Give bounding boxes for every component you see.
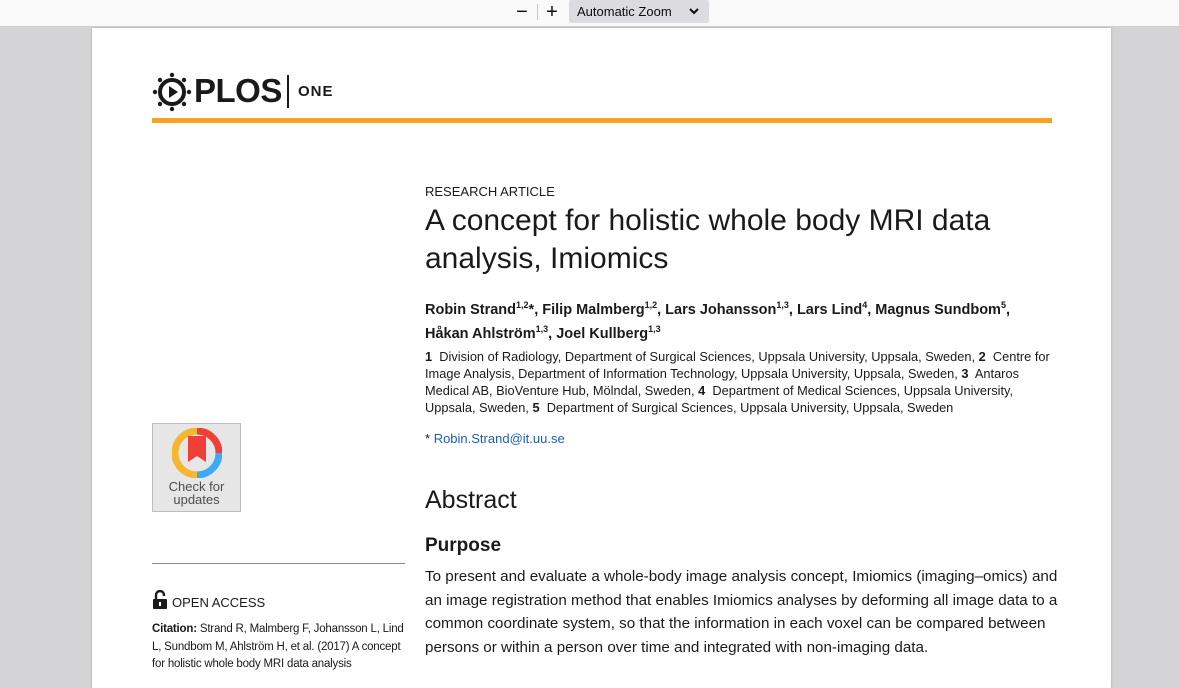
author-separator: , <box>788 301 797 318</box>
pdf-page <box>92 28 1111 688</box>
logo-divider <box>287 75 289 108</box>
plos-globe-icon <box>152 72 192 112</box>
affiliation-text: Department of Surgical Sciences, Uppsala University, Uppsala, Sweden <box>546 400 954 415</box>
author-separator: , <box>867 301 876 318</box>
open-access-text: OPEN ACCESS <box>172 595 266 610</box>
affiliation-text: Antaros Medical AB, BioVenture Hub, Mölndal, Sweden, <box>425 366 1019 398</box>
author-separator: , <box>1005 301 1010 318</box>
zoom-out-button[interactable]: − <box>516 1 528 23</box>
check-updates-line1: Check for <box>168 479 225 494</box>
zoom-in-button[interactable]: + <box>546 1 558 23</box>
author-affiliation-ref: 4 <box>862 300 868 310</box>
email-link[interactable]: Robin.Strand@it.uu.se <box>433 431 565 446</box>
author-separator: , <box>548 325 557 342</box>
author-name: Magnus Sundbom <box>875 301 1001 318</box>
author-separator: , <box>657 301 666 318</box>
affiliation-number: 3 <box>961 366 969 381</box>
author-separator: *, <box>528 301 543 318</box>
sidebar-divider <box>152 563 405 564</box>
corresponding-author <box>425 431 565 446</box>
author-affiliation-ref: 1,3 <box>648 323 661 334</box>
affiliation-text: Division of Radiology, Department of Surgical Sciences, Uppsala University, Uppsala, Sweden, <box>439 349 976 364</box>
affiliations <box>425 348 1055 416</box>
author-affiliation-ref: 1,2 <box>644 300 658 310</box>
purpose-heading: Purpose <box>425 535 502 556</box>
article-type: RESEARCH ARTICLE <box>425 184 555 199</box>
author-name: Lars Johansson <box>665 301 777 318</box>
author-name: Robin Strand <box>425 301 517 318</box>
affiliation-text: Centre for Image Analysis, Department of Information Technology, Uppsala University, Uppsala, Sweden, <box>425 349 1050 381</box>
author-list <box>425 296 1055 344</box>
author-affiliation-ref: 1,3 <box>535 323 549 334</box>
chevron-down-icon <box>689 8 699 15</box>
affiliation-number: 1 <box>425 349 433 364</box>
logo-brand-text: PLOS <box>194 72 282 109</box>
author-name: Joel Kullberg <box>556 325 649 342</box>
author-name: Filip Malmberg <box>542 301 645 318</box>
author-name: Håkan Ahlström <box>425 325 536 342</box>
citation-text: Strand R, Malmberg F, Johansson L, Lind L, Sundbom M, Ahlström H, et al. (2017) A concept for holistic whole body MRI data analysis <box>152 623 404 670</box>
author-affiliation-ref: 1,2 <box>516 300 529 310</box>
affiliation-text: Department of Medical Sciences, Uppsala University, Uppsala, Sweden, <box>425 383 1014 415</box>
check-for-updates-badge[interactable] <box>152 423 241 512</box>
zoom-select[interactable] <box>569 0 709 23</box>
affiliation-number: 4 <box>698 383 706 398</box>
purpose-text: To present and evaluate a whole-body image analysis concept, Imiomics (imaging–omics) and an image registration method that enables Imiomics analyses by deforming all image data to a common coordinate system, so that the information in each voxel can be compared between persons or within a person over time and integrated with non-imaging data. <box>425 568 1058 656</box>
logo-journal-text: ONE <box>298 83 334 100</box>
author-affiliation-ref: 1,3 <box>776 300 789 310</box>
author-affiliation-ref: 5 <box>1000 300 1006 310</box>
open-lock-icon <box>152 590 168 610</box>
check-updates-line2: updates <box>173 492 220 507</box>
citation-label: Citation: <box>152 623 197 635</box>
citation <box>152 621 407 674</box>
affiliation-number: 2 <box>978 349 986 364</box>
abstract-heading: Abstract <box>425 486 517 514</box>
author-name: Lars Lind <box>796 301 863 318</box>
pdf-toolbar <box>0 0 1179 27</box>
crossmark-icon <box>172 428 222 478</box>
header-rule <box>152 118 1052 123</box>
zoom-select-value: Automatic Zoom <box>577 4 672 19</box>
article-title: A concept for holistic whole body MRI data analysis, Imiomics <box>425 204 991 275</box>
check-updates-label <box>153 480 240 506</box>
corresponding-marker: * <box>425 431 431 446</box>
affiliation-number: 5 <box>532 400 540 415</box>
